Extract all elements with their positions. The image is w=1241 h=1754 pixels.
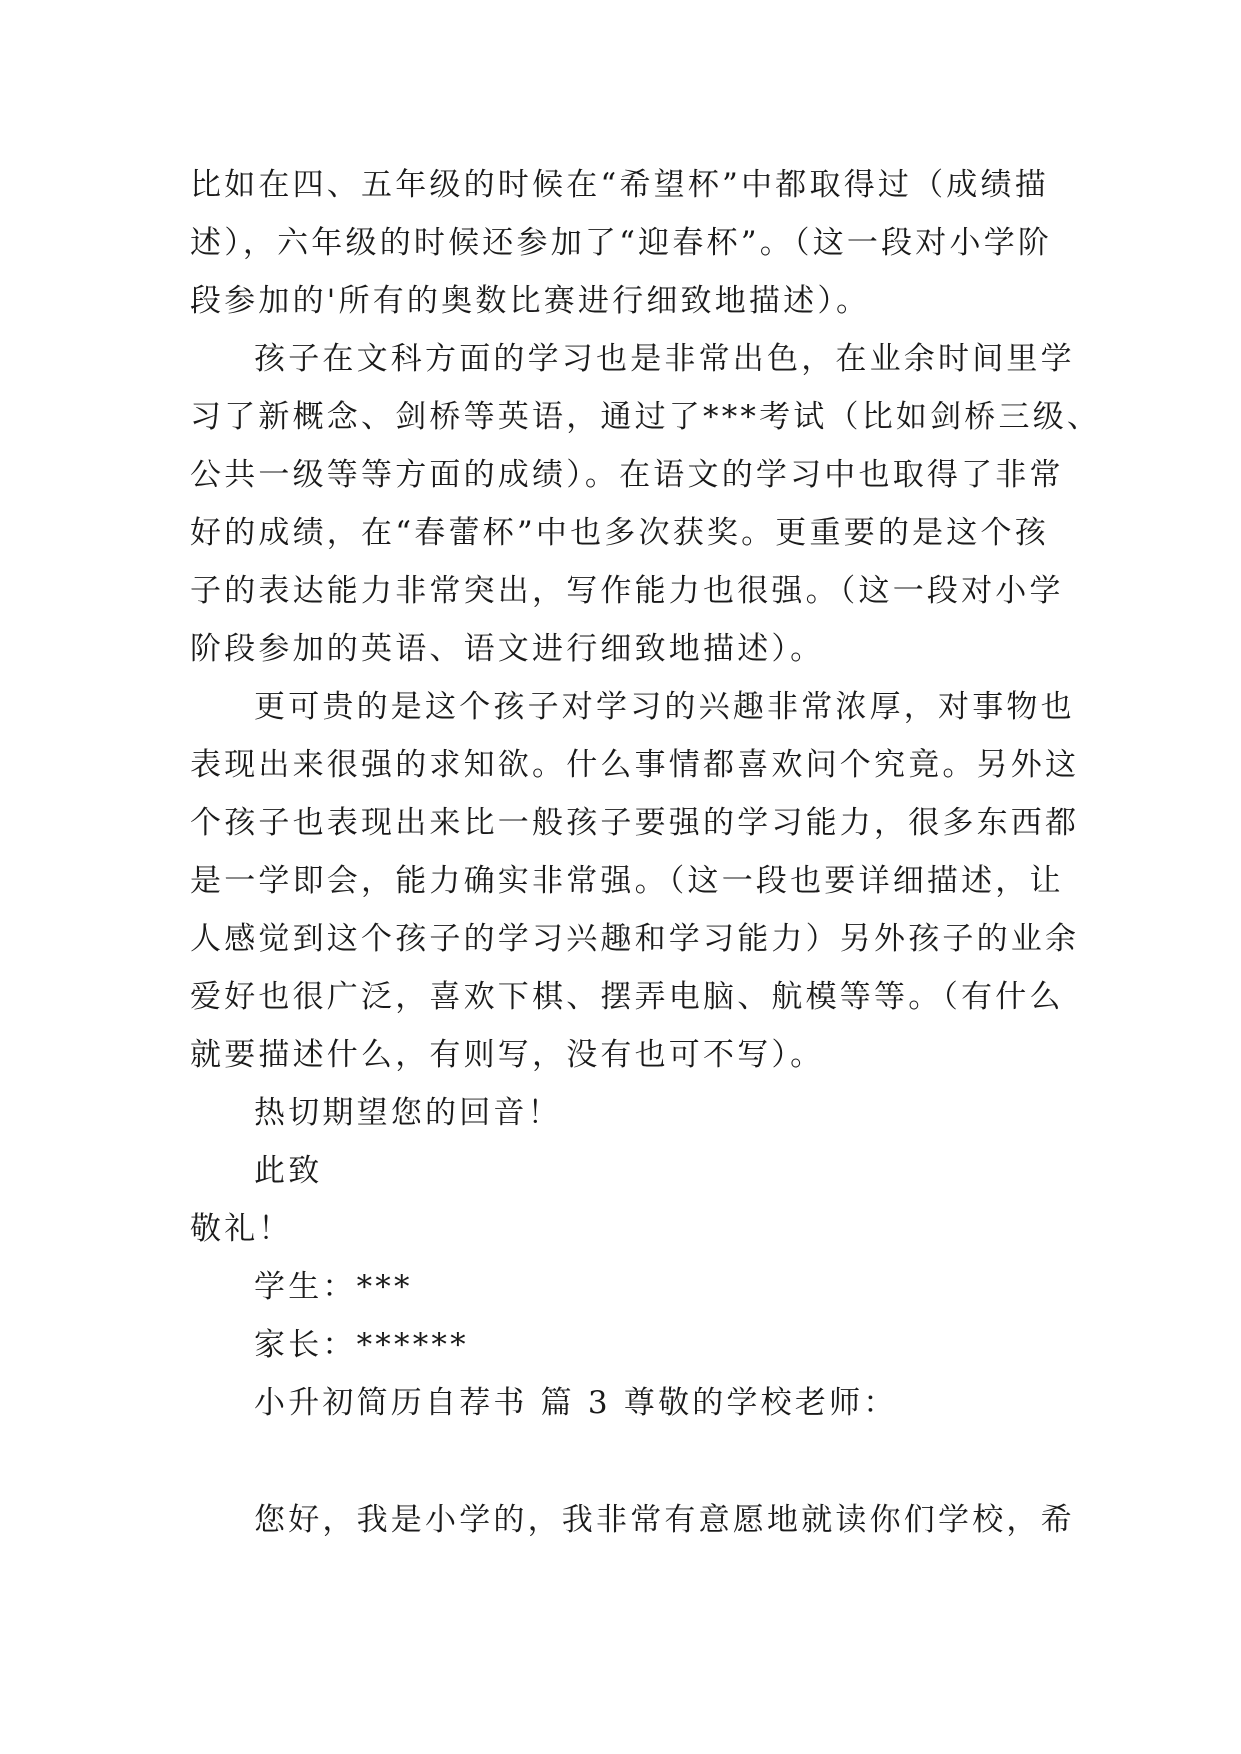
text-line: 习了新概念、剑桥等英语，通过了***考试（比如剑桥三级、: [190, 399, 1102, 435]
salutation-cizhi: 此致: [254, 1153, 323, 1189]
text-line: 比如在四、五年级的时候在“希望杯”中都取得过（成绩描: [190, 167, 1049, 203]
section-heading: 小升初简历自荐书 篇 3 尊敬的学校老师：: [254, 1385, 898, 1421]
text-line: 子的表达能力非常突出，写作能力也很强。（这一段对小学: [190, 573, 1064, 609]
text-line: 人感觉到这个孩子的学习兴趣和学习能力）另外孩子的业余: [190, 921, 1080, 957]
text-line: 好的成绩，在“春蕾杯”中也多次获奖。更重要的是这个孩: [190, 515, 1049, 551]
text-line: 段参加的'所有的奥数比赛进行细致地描述）。: [190, 283, 871, 319]
text-line: 表现出来很强的求知欲。什么事情都喜欢问个究竟。另外这: [190, 747, 1080, 783]
text-line: 爱好也很广泛，喜欢下棋、摆弄电脑、航模等等。（有什么: [190, 979, 1064, 1015]
text-line: 就要描述什么，有则写，没有也可不写）。: [190, 1037, 825, 1073]
text-line: 述），六年级的时候还参加了“迎春杯”。（这一段对小学阶: [190, 225, 1053, 261]
signature-student: 学生：***: [254, 1269, 413, 1305]
text-line: 孩子在文科方面的学习也是非常出色，在业余时间里学: [254, 341, 1075, 377]
text-line: 阶段参加的英语、语文进行细致地描述）。: [190, 631, 825, 667]
signature-parent: 家长：******: [254, 1327, 469, 1363]
text-line: 个孩子也表现出来比一般孩子要强的学习能力，很多东西都: [190, 805, 1080, 841]
text-line: 是一学即会，能力确实非常强。（这一段也要详细描述，让: [190, 863, 1064, 899]
closing-wish: 热切期望您的回音！: [254, 1095, 562, 1131]
text-line: 您好，我是小学的，我非常有意愿地就读你们学校，希: [254, 1502, 1075, 1538]
text-line: 更可贵的是这个孩子对学习的兴趣非常浓厚，对事物也: [254, 689, 1075, 725]
salutation-jingli: 敬礼！: [190, 1211, 293, 1247]
text-line: 公共一级等等方面的成绩）。在语文的学习中也取得了非常: [190, 457, 1064, 493]
